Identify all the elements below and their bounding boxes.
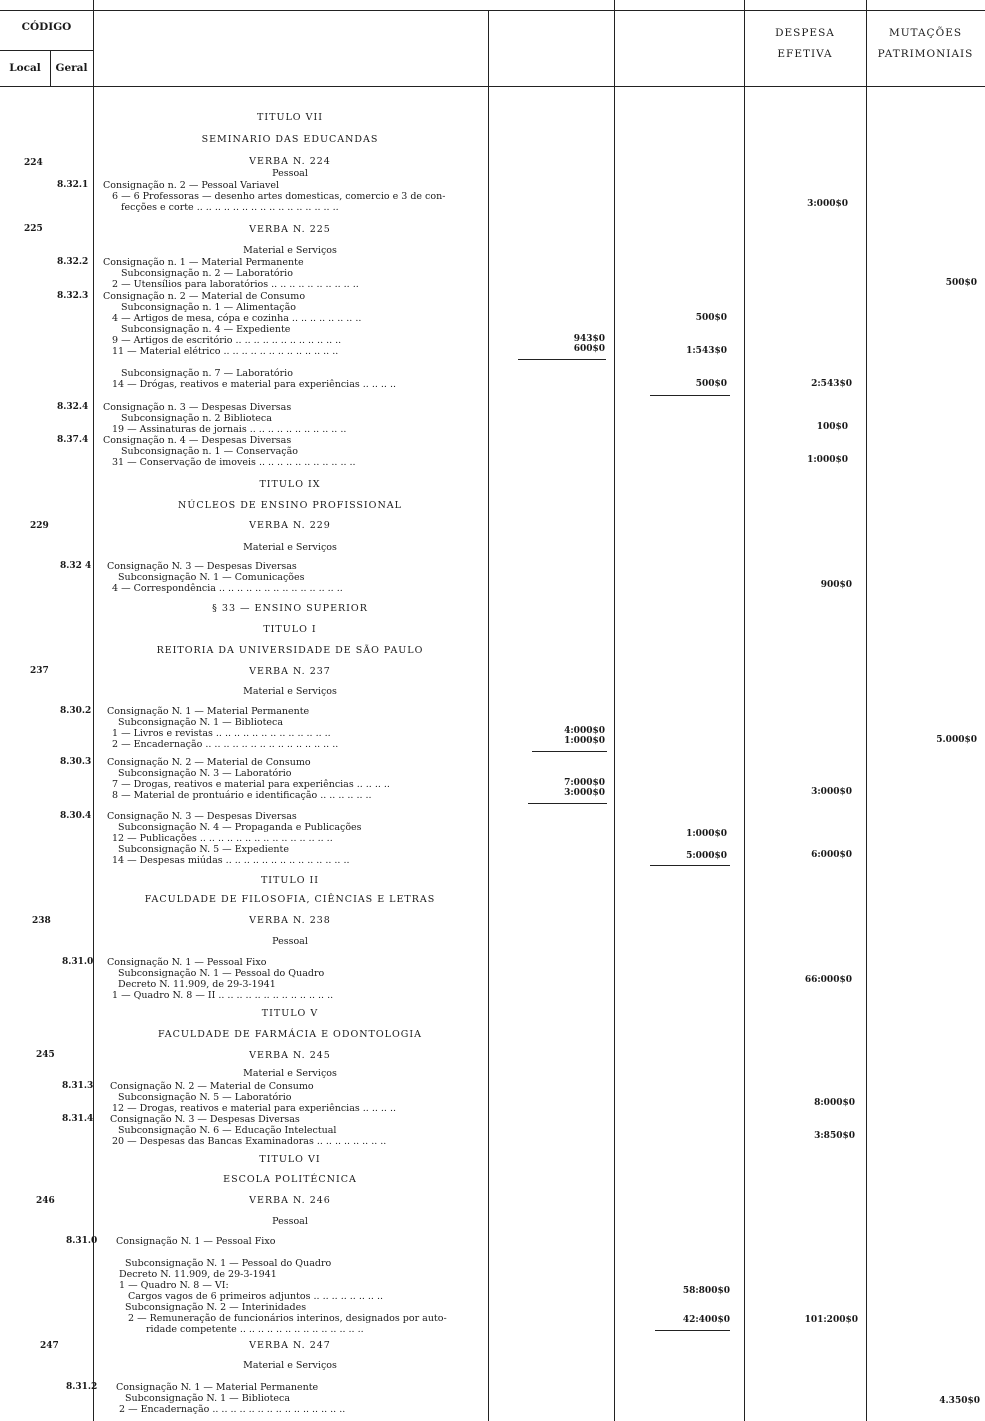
local-code: 225 — [24, 224, 43, 234]
amount-col2: 58:800$0 — [682, 1286, 730, 1296]
entry-line: 2 — Utensílios para laboratórios .. .. .. .. .. .. .. .. .. .. — [112, 279, 359, 290]
entry-line: Subconsignação n. 1 — Conservação — [121, 446, 298, 457]
col-rule-geral — [93, 0, 94, 1421]
geral-code: 8.31.0 — [66, 1236, 98, 1246]
heading: Material e Serviços — [243, 542, 337, 553]
heading: Pessoal — [272, 936, 308, 947]
heading: NÚCLEOS DE ENSINO PROFISSIONAL — [178, 500, 402, 511]
heading: § 33 — ENSINO SUPERIOR — [212, 603, 368, 614]
geral-code: 8.37.4 — [57, 435, 89, 445]
entry-line: 12 — Publicações .. .. .. .. .. .. .. .. .. .. .. .. .. .. .. — [112, 833, 333, 844]
entry-line: 8 — Material de prontuário e identificação .. .. .. .. .. .. — [112, 790, 372, 801]
heading: VERBA N. 229 — [249, 520, 331, 531]
entry-line: 4 — Artigos de mesa, cópa e cozinha .. .. .. .. .. .. .. .. — [112, 313, 362, 324]
entry-line: Subconsignação N. 1 — Comunicações — [118, 572, 305, 583]
entry-line: Cargos vagos de 6 primeiros adjuntos .. .. .. .. .. .. .. .. — [128, 1291, 383, 1302]
amount-mutacoes: 4.350$0 — [939, 1396, 980, 1406]
amount-despesa: 6:000$0 — [811, 850, 852, 860]
sum-rule — [518, 359, 606, 360]
geral-code: 8.32.2 — [57, 257, 89, 267]
heading: FACULDADE DE FARMÁCIA E ODONTOLOGIA — [158, 1029, 422, 1040]
header-geral: Geral — [55, 62, 88, 74]
amount-despesa: 66:000$0 — [804, 975, 852, 985]
entry-line: 11 — Material elétrico .. .. .. .. .. .. .. .. .. .. .. .. .. — [112, 346, 339, 357]
amount-despesa: 1:000$0 — [807, 455, 848, 465]
entry-line: fecções e corte .. .. .. .. .. .. .. .. .. .. .. .. .. .. .. .. — [121, 202, 339, 213]
amount-despesa: 101:200$0 — [804, 1315, 858, 1325]
entry-line: 7 — Drogas, reativos e material para experiências .. .. .. .. — [112, 779, 390, 790]
sum-rule — [528, 803, 607, 804]
heading: TITULO V — [261, 1008, 319, 1019]
sum-rule — [650, 395, 730, 396]
entry-line: Consignação N. 3 — Despesas Diversas — [110, 1114, 300, 1125]
heading: Pessoal — [272, 1216, 308, 1227]
entry-line: Subconsignação N. 1 — Pessoal do Quadro — [125, 1258, 332, 1269]
header-codigo: CÓDIGO — [21, 21, 72, 33]
heading: TITULO IX — [259, 479, 321, 490]
header-despesa-2: EFETIVA — [777, 48, 833, 60]
amount-col2: 500$0 — [695, 313, 727, 323]
heading: TITULO VII — [257, 112, 323, 123]
header-mutacoes-1: MUTAÇÕES — [888, 27, 963, 39]
entry-line: 14 — Despesas miúdas .. .. .. .. .. .. .. .. .. .. .. .. .. .. — [112, 855, 350, 866]
heading: VERBA N. 237 — [249, 666, 331, 677]
entry-line: 1 — Livros e revistas .. .. .. .. .. .. .. .. .. .. .. .. .. — [112, 728, 331, 739]
geral-code: 8.31.3 — [62, 1081, 94, 1091]
entry-line: Decreto N. 11.909, de 29-3-1941 — [118, 979, 276, 990]
geral-code: 8.31.2 — [66, 1382, 98, 1392]
entry-line: Consignação n. 4 — Despesas Diversas — [103, 435, 292, 446]
entry-line: Subconsignação N. 5 — Laboratório — [118, 1092, 292, 1103]
heading: TITULO II — [260, 875, 320, 886]
entry-line: Subconsignação N. 1 — Biblioteca — [118, 717, 284, 728]
local-code: 245 — [36, 1050, 55, 1060]
local-code: 224 — [24, 158, 43, 168]
entry-line: 2 — Encadernação .. .. .. .. .. .. .. .. .. .. .. .. .. .. .. — [119, 1404, 346, 1415]
entry-line: 9 — Artigos de escritório .. .. .. .. .. .. .. .. .. .. .. .. — [112, 335, 342, 346]
codigo-rule — [0, 50, 93, 51]
geral-code: 8.31.4 — [62, 1114, 94, 1124]
geral-code: 8.30.2 — [60, 706, 92, 716]
entry-line: 6 — 6 Professoras — desenho artes domesticas, comercio e 3 de con- — [112, 191, 446, 202]
header-despesa-1: DESPESA — [775, 27, 835, 39]
entry-line: 14 — Drógas, reativos e material para experiências .. .. .. .. — [112, 379, 396, 390]
entry-line: Decreto N. 11.909, de 29-3-1941 — [119, 1269, 277, 1280]
geral-code: 8.32.4 — [57, 402, 89, 412]
entry-line: Subconsignação N. 1 — Biblioteca — [125, 1393, 291, 1404]
entry-line: Subconsignação N. 3 — Laboratório — [118, 768, 292, 779]
header-mutacoes-2: PATRIMONIAIS — [877, 48, 974, 60]
entry-line: 4 — Correspondência .. .. .. .. .. .. .. .. .. .. .. .. .. .. — [112, 583, 343, 594]
entry-line: 12 — Drogas, reativos e material para experiências .. .. .. .. — [112, 1103, 396, 1114]
geral-code: 8.32.3 — [57, 291, 89, 301]
amount-despesa: 8:000$0 — [814, 1098, 855, 1108]
header-bottom-rule — [0, 86, 985, 87]
entry-line: 2 — Encadernação .. .. .. .. .. .. .. .. .. .. .. .. .. .. .. — [112, 739, 339, 750]
heading: VERBA N. 225 — [249, 224, 331, 235]
amount-col2: 5:000$0 — [686, 851, 727, 861]
local-code: 246 — [36, 1196, 55, 1206]
geral-code: 8.32.1 — [57, 180, 89, 190]
local-code: 247 — [40, 1341, 59, 1351]
entry-line: Consignação n. 2 — Pessoal Variavel — [103, 180, 280, 191]
entry-line: Consignação N. 2 — Material de Consumo — [107, 757, 311, 768]
amount-col2: 1:543$0 — [686, 346, 727, 356]
local-code: 237 — [30, 666, 49, 676]
entry-line: Consignação n. 2 — Material de Consumo — [103, 291, 306, 302]
amount-col1: 3:000$0 — [564, 788, 605, 798]
amount-col1: 943$0 — [573, 334, 605, 344]
col-rule-amount1 — [614, 0, 615, 1421]
entry-line: Consignação N. 3 — Despesas Diversas — [107, 561, 297, 572]
entry-line: Subconsignação n. 7 — Laboratório — [121, 368, 293, 379]
header-local: Local — [9, 62, 41, 74]
sum-rule — [650, 865, 730, 866]
entry-line: 31 — Conservação de imoveis .. .. .. .. .. .. .. .. .. .. .. — [112, 457, 356, 468]
heading: VERBA N. 246 — [249, 1195, 331, 1206]
entry-line: ridade competente .. .. .. .. .. .. .. .. .. .. .. .. .. .. — [146, 1324, 364, 1335]
amount-col2: 1:000$0 — [686, 829, 727, 839]
amount-col1: 7:000$0 — [564, 778, 605, 788]
entry-line: Subconsignação n. 2 Biblioteca — [121, 413, 272, 424]
entry-line: 2 — Remuneração de funcionários interinos, designados por auto- — [128, 1313, 447, 1324]
entry-line: Consignação N. 1 — Material Permanente — [107, 706, 310, 717]
amount-col1: 1:000$0 — [564, 736, 605, 746]
amount-mutacoes: 5.000$0 — [936, 735, 977, 745]
local-code: 229 — [30, 521, 49, 531]
geral-code: 8.30.3 — [60, 757, 92, 767]
geral-code: 8.30.4 — [60, 811, 92, 821]
header-top-rule — [0, 10, 985, 11]
amount-mutacoes: 500$0 — [945, 278, 977, 288]
amount-despesa: 100$0 — [816, 422, 848, 432]
geral-code: 8.32 4 — [60, 561, 92, 571]
amount-despesa: 3:850$0 — [814, 1131, 855, 1141]
entry-line: Subconsignação n. 1 — Alimentação — [121, 302, 296, 313]
amount-col1: 4:000$0 — [564, 726, 605, 736]
heading: VERBA N. 247 — [249, 1340, 331, 1351]
amount-despesa: 2:543$0 — [811, 379, 852, 389]
heading: ESCOLA POLITÉCNICA — [223, 1174, 357, 1185]
heading: VERBA N. 224 — [249, 156, 331, 167]
amount-despesa: 3:000$0 — [807, 199, 848, 209]
heading: VERBA N. 238 — [249, 915, 331, 926]
heading: Material e Serviços — [243, 1360, 337, 1371]
col-rule-despesa — [866, 0, 867, 1421]
entry-line: Consignação n. 1 — Material Permanente — [103, 257, 304, 268]
sum-rule — [532, 751, 607, 752]
heading: REITORIA DA UNIVERSIDADE DE SÃO PAULO — [156, 645, 424, 656]
sum-rule — [655, 1330, 730, 1331]
entry-line: Subconsignação n. 2 — Laboratório — [121, 268, 293, 279]
heading: TITULO VI — [259, 1154, 321, 1165]
entry-line: 1 — Quadro N. 8 — VI: — [119, 1280, 229, 1291]
geral-code: 8.31.0 — [62, 957, 94, 967]
heading: VERBA N. 245 — [249, 1050, 331, 1061]
entry-line: Consignação N. 1 — Material Permanente — [116, 1382, 319, 1393]
col-rule-amount2 — [744, 0, 745, 1421]
heading: Material e Serviços — [243, 686, 337, 697]
amount-col2: 500$0 — [695, 379, 727, 389]
entry-line: 19 — Assinaturas de jornais .. .. .. .. .. .. .. .. .. .. .. — [112, 424, 347, 435]
entry-line: Consignação N. 3 — Despesas Diversas — [107, 811, 297, 822]
heading: Material e Serviços — [243, 245, 337, 256]
col-rule-text — [488, 10, 489, 1421]
entry-line: 1 — Quadro N. 8 — II .. .. .. .. .. .. .. .. .. .. .. .. .. — [112, 990, 334, 1001]
entry-line: Subconsignação N. 2 — Interinidades — [125, 1302, 307, 1313]
heading: Pessoal — [272, 168, 308, 179]
amount-col1: 600$0 — [573, 344, 605, 354]
entry-line: Consignação N. 1 — Pessoal Fixo — [116, 1236, 276, 1247]
entry-line: Consignação n. 3 — Despesas Diversas — [103, 402, 292, 413]
amount-despesa: 900$0 — [820, 580, 852, 590]
entry-line: 20 — Despesas das Bancas Examinadoras .. .. .. .. .. .. .. .. — [112, 1136, 387, 1147]
amount-col2: 42:400$0 — [682, 1315, 730, 1325]
entry-line: Subconsignação N. 5 — Expediente — [118, 844, 289, 855]
entry-line: Consignação N. 1 — Pessoal Fixo — [107, 957, 267, 968]
heading: TITULO I — [263, 624, 317, 635]
entry-line: Subconsignação N. 6 — Educação Intelectual — [118, 1125, 337, 1136]
local-code: 238 — [32, 916, 51, 926]
heading: FACULDADE DE FILOSOFIA, CIÊNCIAS E LETRAS — [144, 894, 436, 905]
entry-line: Consignação N. 2 — Material de Consumo — [110, 1081, 314, 1092]
entry-line: Subconsignação n. 4 — Expediente — [121, 324, 291, 335]
amount-despesa: 3:000$0 — [811, 787, 852, 797]
heading: SEMINARIO DAS EDUCANDAS — [201, 134, 379, 145]
entry-line: Subconsignação N. 4 — Propaganda e Publicações — [118, 822, 362, 833]
entry-line: Subconsignação N. 1 — Pessoal do Quadro — [118, 968, 325, 979]
heading: Material e Serviços — [243, 1068, 337, 1079]
